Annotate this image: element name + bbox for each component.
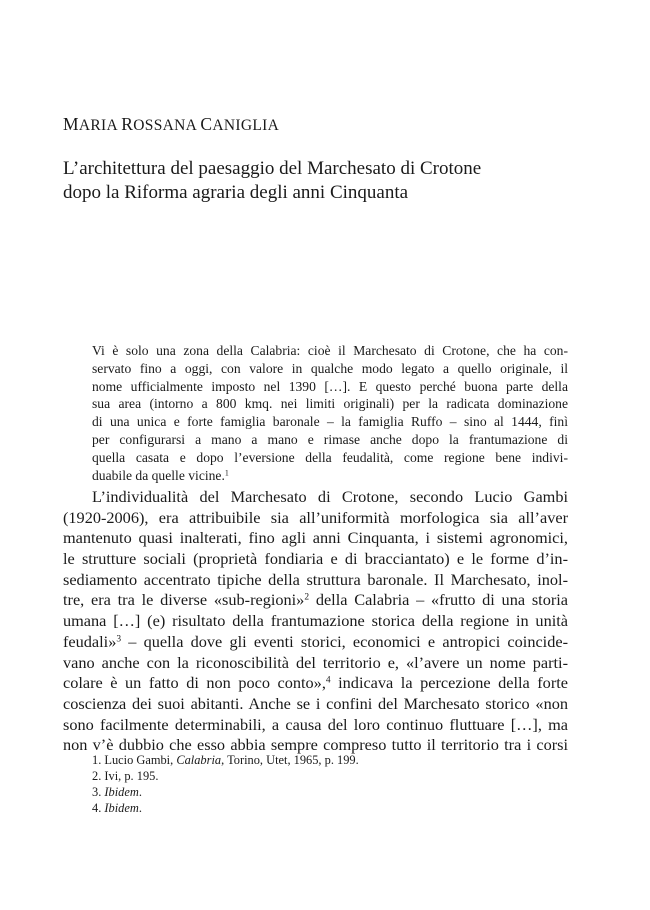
quote-line: sua area (intorno a 800 kmq. nei limiti originali) per la radicata dominazione bbox=[92, 396, 568, 412]
footnote-italic: Ibidem bbox=[104, 784, 139, 799]
author-initial-last: C bbox=[200, 114, 213, 134]
quote-line-last bbox=[92, 467, 568, 485]
body-line: (1920-2006), era attribuibile sia all’uniformità morfologica sia all’aver bbox=[63, 507, 568, 527]
footnote-text: , Torino, Utet, 1965, p. 199. bbox=[221, 753, 359, 767]
footnote-ref[interactable]: 2 bbox=[304, 592, 310, 603]
footnote-number: 4. bbox=[92, 800, 102, 815]
body-paragraph bbox=[63, 487, 568, 756]
footnote-italic: Ibidem bbox=[104, 800, 139, 815]
quote-line: per configurarsi a mano a mano e rimase anche dopo la frantumazione di bbox=[92, 431, 568, 447]
footnote bbox=[92, 785, 359, 801]
body-line-text: indicava la percezione della forte bbox=[330, 673, 568, 693]
quote-line: di una unica e forte famiglia baronale – la famiglia Ruffo – sino al 1444, finì bbox=[92, 414, 568, 430]
body-line-text: tre, era tra le diverse «sub-regioni» bbox=[63, 590, 305, 610]
author-initial-middle: R bbox=[121, 114, 134, 134]
author-initial-first: M bbox=[63, 114, 79, 134]
author-last-rest: ANIGLIA bbox=[212, 117, 280, 134]
footnote bbox=[92, 753, 359, 769]
quote-line: Vi è solo una zona della Calabria: cioè il Marchesato di Crotone, che ha con- bbox=[92, 343, 568, 358]
footnote-ref[interactable]: 3 bbox=[116, 634, 122, 645]
title-line: dopo la Riforma agraria degli anni Cinquanta bbox=[63, 182, 409, 203]
footnote-ref[interactable]: 1 bbox=[224, 467, 229, 477]
body-line: sediamento accentrato tipiche della struttura baronale. Il Marchesato, inol- bbox=[63, 569, 568, 589]
body-line: non v’è dubbio che esso abbia sempre compreso tutto il territorio tra i corsi bbox=[63, 735, 568, 755]
body-line-text: – quella dove gli eventi storici, economici e antropici coincide- bbox=[121, 631, 568, 651]
footnote-text: . bbox=[138, 800, 142, 815]
quote-line: nome ufficialmente imposto nel 1390 […]. E questo perché buona parte della bbox=[92, 378, 568, 394]
body-line: umana […] (e) risultato della frantumazione storica della regione in unità bbox=[63, 611, 568, 631]
footnote-ref[interactable]: 4 bbox=[325, 675, 331, 686]
footnote-text: Lucio Gambi, bbox=[104, 753, 177, 767]
footnote-number: 3. bbox=[92, 784, 102, 799]
body-line bbox=[63, 632, 568, 653]
quote-line: quella casata e dopo l’eversione della feudalità, come regione bene indivi- bbox=[92, 449, 568, 465]
author-first-rest: ARIA bbox=[78, 117, 122, 134]
body-line: sono facilmente determinabili, a causa del loro continuo fluttuare […], ma bbox=[63, 714, 568, 734]
quote-line: servato fino a oggi, con valore in qualche modo legato a quello originale, il bbox=[92, 360, 568, 376]
footnote-text: Ivi, p. 195. bbox=[104, 768, 159, 783]
footnotes bbox=[92, 753, 359, 817]
footnote-number: 2. bbox=[92, 768, 102, 783]
body-line-text: feudali» bbox=[63, 631, 117, 651]
body-line: le strutture sociali (proprietà fondiaria e di bracciantato) e le forme d’in- bbox=[63, 549, 568, 569]
body-line: coscienza dei suoi abitanti. Anche se i confini del Marchesato storico «non bbox=[63, 693, 568, 713]
author-middle-rest: OSSANA bbox=[133, 117, 201, 134]
body-line bbox=[63, 590, 568, 611]
body-line: vano anche con la riconoscibilità del territorio e, «l’avere un nome parti- bbox=[63, 652, 568, 672]
footnote bbox=[92, 769, 359, 785]
title-line: L’architettura del paesaggio del Marchesato di Crotone bbox=[63, 158, 482, 179]
quote-line-text: duabile da quelle vicine. bbox=[92, 467, 225, 483]
footnote-italic: Calabria bbox=[176, 753, 222, 767]
article-title bbox=[63, 157, 583, 205]
body-line-text: colare è un fatto di non poco conto», bbox=[63, 673, 326, 693]
body-line-text: della Calabria – «frutto di una storia bbox=[309, 590, 569, 610]
footnote bbox=[92, 801, 359, 817]
body-line bbox=[63, 673, 568, 694]
author-name bbox=[63, 114, 279, 135]
body-line: mantenuto quasi inalterati, fino agli anni Cinquanta, i sistemi agronomici, bbox=[63, 528, 568, 548]
body-line: L’individualità del Marchesato di Crotone, secondo Lucio Gambi bbox=[92, 487, 568, 506]
footnote-text: . bbox=[138, 784, 142, 799]
epigraph-quote bbox=[92, 342, 568, 484]
footnote-number: 1. bbox=[92, 753, 102, 767]
